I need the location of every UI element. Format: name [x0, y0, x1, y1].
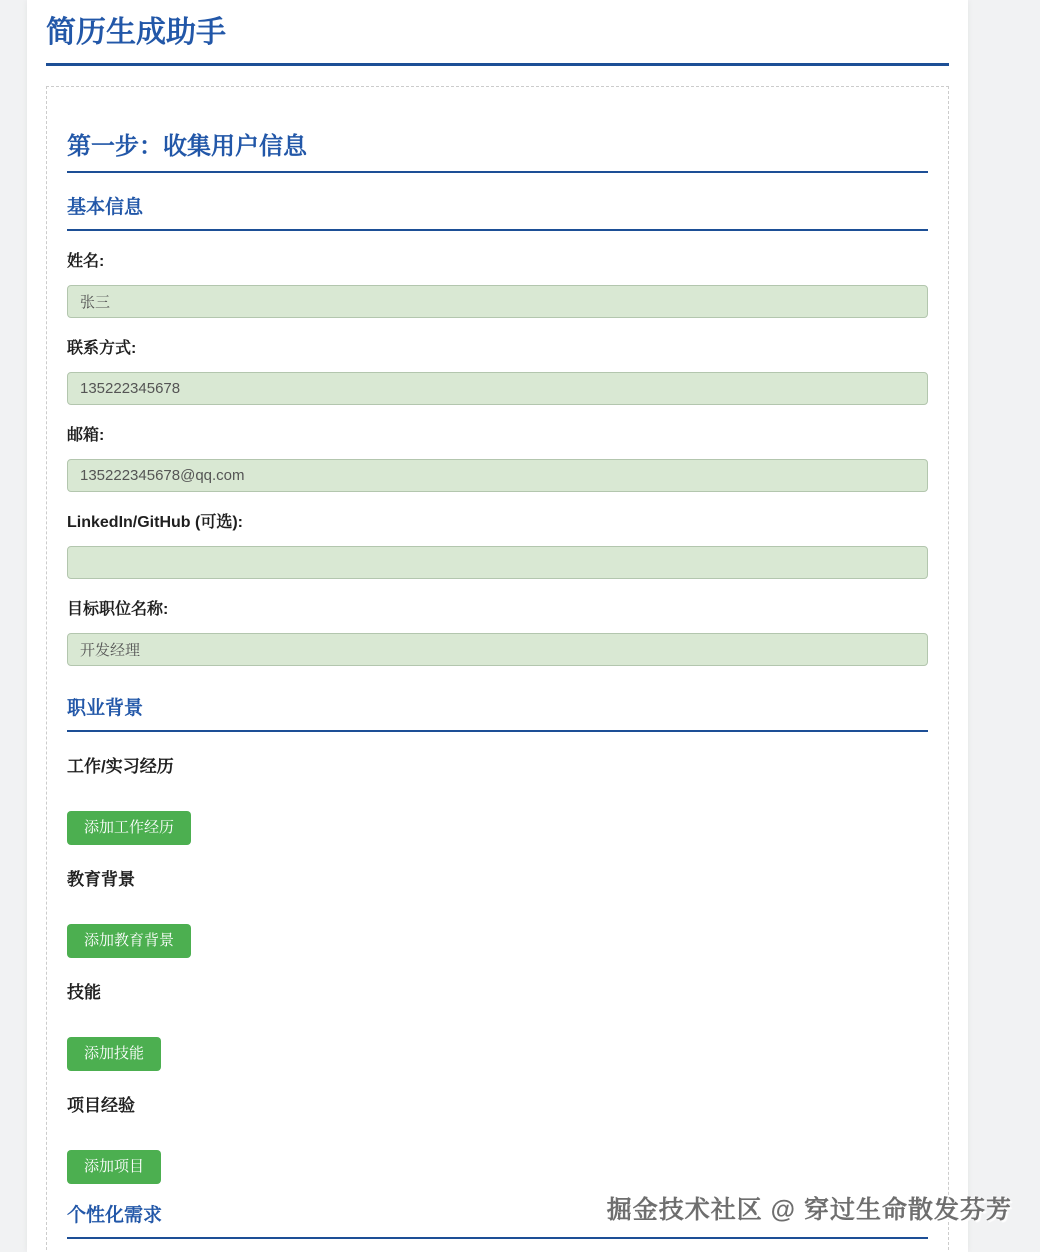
- work-experience-label: 工作/实习经历: [67, 756, 174, 776]
- step-heading: 第一步：收集用户信息: [67, 133, 928, 174]
- projects-label: 项目经验: [67, 1095, 135, 1115]
- add-project-button[interactable]: 添加项目: [67, 1150, 161, 1184]
- target-job-label: 目标职位名称:: [67, 601, 169, 619]
- add-education-button[interactable]: 添加教育背景: [67, 924, 191, 958]
- name-label: 姓名:: [67, 253, 105, 271]
- page-title: 简历生成助手: [46, 16, 949, 66]
- education-group: [67, 870, 928, 958]
- step-container: [46, 86, 949, 1252]
- skills-group: [67, 983, 928, 1071]
- contact-input[interactable]: [67, 372, 928, 405]
- section-heading-career: 职业背景: [67, 698, 928, 732]
- watermark: 掘金技术社区 @ 穿过生命散发芬芳: [606, 1196, 1012, 1224]
- add-work-experience-button[interactable]: 添加工作经历: [67, 811, 191, 845]
- add-skill-button[interactable]: 添加技能: [67, 1037, 161, 1071]
- contact-label: 联系方式:: [67, 340, 137, 358]
- projects-group: [67, 1096, 928, 1184]
- linkedin-github-input[interactable]: [67, 546, 928, 579]
- email-label: 邮箱:: [67, 427, 105, 445]
- linkedin-github-label: LinkedIn/GitHub (可选):: [67, 514, 243, 532]
- email-input[interactable]: [67, 459, 928, 492]
- section-heading-basic: 基本信息: [67, 197, 928, 231]
- section-heading-personal: 个性化需求: [67, 1205, 928, 1239]
- content-card: [27, 0, 968, 1252]
- work-experience-group: [67, 757, 928, 845]
- education-label: 教育背景: [67, 869, 135, 889]
- target-job-input[interactable]: [67, 633, 928, 666]
- name-input[interactable]: [67, 285, 928, 318]
- skills-label: 技能: [67, 982, 101, 1002]
